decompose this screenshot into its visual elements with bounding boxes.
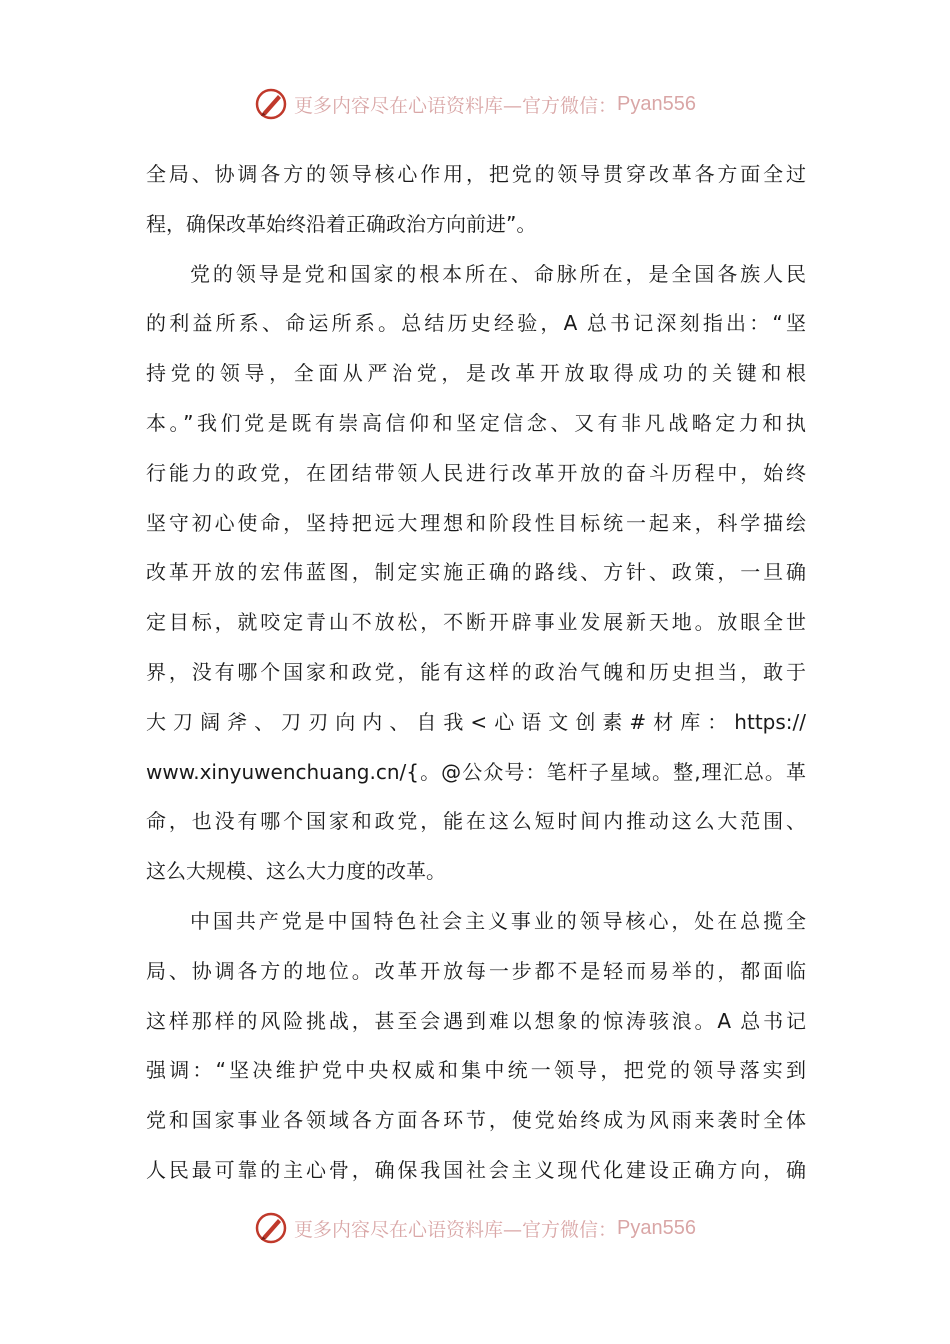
text-line: 定目标，就咬定青山不放松，不断开辟事业发展新天地。放眼全世 — [146, 610, 806, 635]
banner-wechat-id: Pyan556 — [617, 92, 696, 115]
text-line: 持党的领导，全面从严治党，是改革开放取得成功的关键和根 — [146, 361, 806, 386]
pen-logo-icon — [254, 87, 288, 121]
text-line: 全局、协调各方的领导核心作用，把党的领导贯穿改革各方面全过 — [146, 162, 806, 186]
banner-wechat-id: Pyan556 — [617, 1216, 696, 1239]
document-body — [146, 150, 806, 1196]
text-line: 党和国家事业各领域各方面各环节，使党始终成为风雨来袭时全体 — [146, 1108, 806, 1133]
text-line: www.xinyuwenchuang.cn/{。@公众号：笔杆子星域。整,理汇总。革 — [146, 759, 806, 784]
text-line: 大刀阔斧、刀刃向内、自我<心语文创素#材库：https:// — [146, 709, 806, 734]
text-line: 界，没有哪个国家和政党，能有这样的政治气魄和历史担当，敢于 — [146, 659, 806, 684]
text-line: 改革开放的宏伟蓝图，制定实施正确的路线、方针、政策，一旦确 — [146, 560, 806, 585]
text-line: 的利益所系、命运所系。总结历史经验，A 总书记深刻指出：“坚 — [146, 311, 806, 336]
header-banner — [0, 84, 950, 124]
text-line: 人民最可靠的主心骨，确保我国社会主义现代化建设正确方向，确 — [146, 1157, 806, 1182]
text-line: 这么大规模、这么大力度的改革。 — [146, 859, 446, 884]
text-line: 本。”我们党是既有崇高信仰和坚定信念、又有非凡战略定力和执 — [146, 410, 806, 435]
text-line: 中国共产党是中国特色社会主义事业的领导核心，处在总揽全 — [190, 908, 806, 933]
banner-text: 更多内容尽在心语资料库—官方微信： — [294, 1218, 618, 1241]
text-line: 强调：“坚决维护党中央权威和集中统一领导，把党的领导落实到 — [146, 1058, 806, 1083]
pen-logo-icon — [254, 1211, 288, 1245]
banner-text: 更多内容尽在心语资料库—官方微信： — [294, 94, 618, 117]
text-line: 局、协调各方的地位。改革开放每一步都不是轻而易举的，都面临 — [146, 958, 806, 983]
text-line: 党的领导是党和国家的根本所在、命脉所在，是全国各族人民 — [190, 261, 806, 286]
footer-banner — [0, 1208, 950, 1248]
text-line: 这样那样的风险挑战，甚至会遇到难以想象的惊涛骇浪。A 总书记 — [146, 1008, 806, 1033]
text-line: 程，确保改革始终沿着正确政治方向前进”。 — [146, 211, 537, 236]
text-line: 命，也没有哪个国家和政党，能在这么短时间内推动这么大范围、 — [146, 809, 806, 834]
text-line: 坚守初心使命，坚持把远大理想和阶段性目标统一起来，科学描绘 — [146, 510, 806, 535]
text-line: 行能力的政党，在团结带领人民进行改革开放的奋斗历程中，始终 — [146, 460, 806, 485]
